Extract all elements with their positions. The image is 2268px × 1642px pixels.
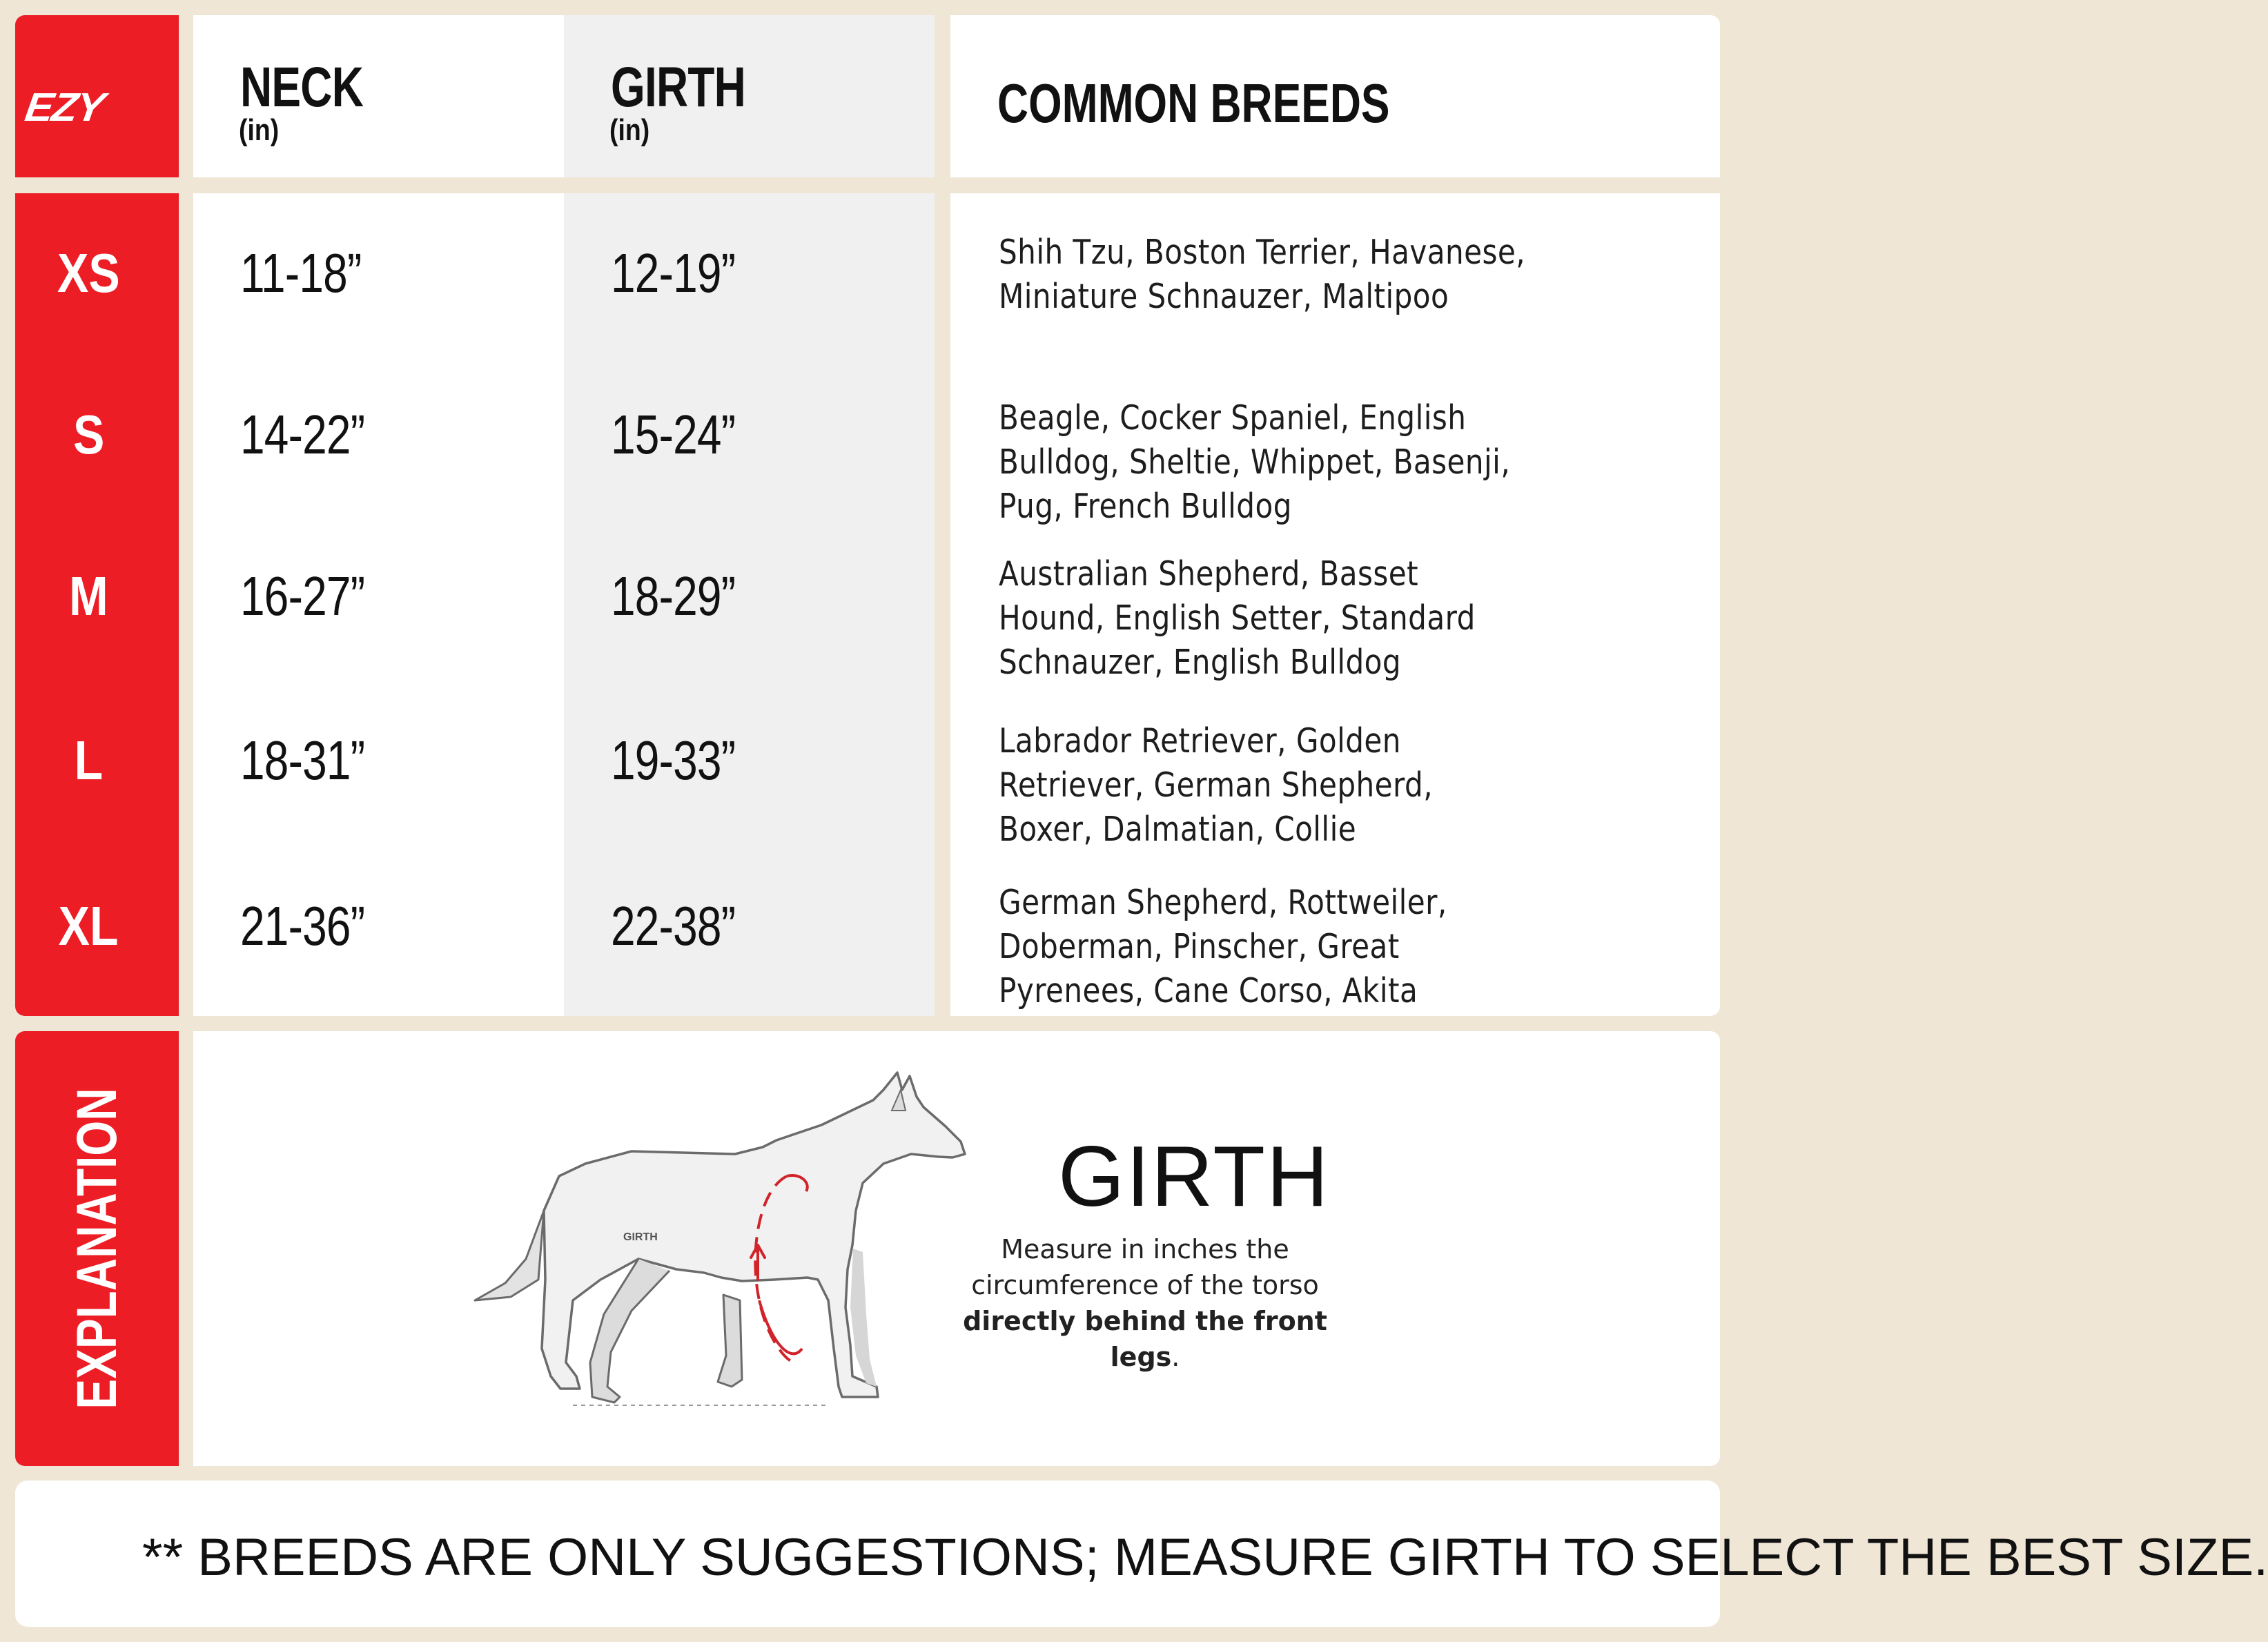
neck-range-l: 18-31” (240, 730, 365, 791)
girth-description-bold: directly behind the front legs (963, 1306, 1327, 1372)
explanation-side (15, 1031, 179, 1466)
breeds-l: Labrador Retriever, Golden Retriever, German Shepherd, Boxer, Dalmatian, Collie (999, 721, 1434, 849)
explanation-label: EXPLANATION (65, 1088, 128, 1409)
logo-text: EZY (22, 85, 107, 130)
dog-girth-tag: GIRTH (623, 1231, 658, 1243)
breeds-s: Beagle, Cocker Spaniel, English Bulldog, Sheltie, Whippet, Basenji, Pug, French Bulldog (999, 398, 1511, 526)
breeds-header-cell (950, 15, 1720, 177)
neck-header-cell (193, 15, 564, 177)
size-label-xl: XL (59, 895, 119, 957)
breeds-header-title: COMMON BREEDS (997, 72, 1390, 134)
breeds-xl: German Shepherd, Rottweiler, Doberman, Pinscher, Great Pyrenees, Cane Corso, Akita (999, 883, 1447, 1010)
neck-range-xl: 21-36” (240, 895, 365, 957)
girth-range-xs: 12-19” (611, 242, 736, 304)
size-label-s: S (72, 404, 105, 465)
girth-range-l: 19-33” (611, 730, 736, 791)
neck-range-m: 16-27” (240, 565, 365, 627)
girth-description: Measure in inches the circumference of the torso directly behind the front legs. (963, 1234, 1327, 1372)
ezy-logo (22, 84, 174, 130)
girth-header-title: GIRTH (611, 56, 746, 119)
breeds-xs: Shih Tzu, Boston Terrier, Havanese, Miniature Schnauzer, Maltipoo (999, 233, 1526, 316)
breeds-m: Australian Shepherd, Basset Hound, English Setter, Standard Schnauzer, English Bulldog (999, 554, 1476, 682)
logo-cell (15, 15, 179, 177)
girth-header-unit: (in) (609, 113, 650, 147)
girth-range-s: 15-24” (611, 404, 736, 465)
size-label-m: M (69, 565, 108, 627)
footer-note-panel (15, 1480, 2268, 1627)
footer-note: ** BREEDS ARE ONLY SUGGESTIONS; MEASURE GIRTH TO SELECT THE BEST SIZE. (142, 1528, 2268, 1587)
size-label-xs: XS (57, 242, 120, 304)
neck-range-xs: 11-18” (240, 242, 362, 304)
girth-range-m: 18-29” (611, 565, 736, 627)
girth-range-xl: 22-38” (611, 895, 736, 957)
explanation-panel (193, 1031, 1720, 1466)
neck-header-title: NECK (240, 56, 364, 119)
neck-range-s: 14-22” (240, 404, 365, 465)
size-label-l: L (74, 730, 104, 791)
neck-header-unit: (in) (239, 113, 280, 147)
girth-heading: GIRTH (1058, 1129, 1330, 1224)
girth-header-cell (564, 15, 935, 177)
